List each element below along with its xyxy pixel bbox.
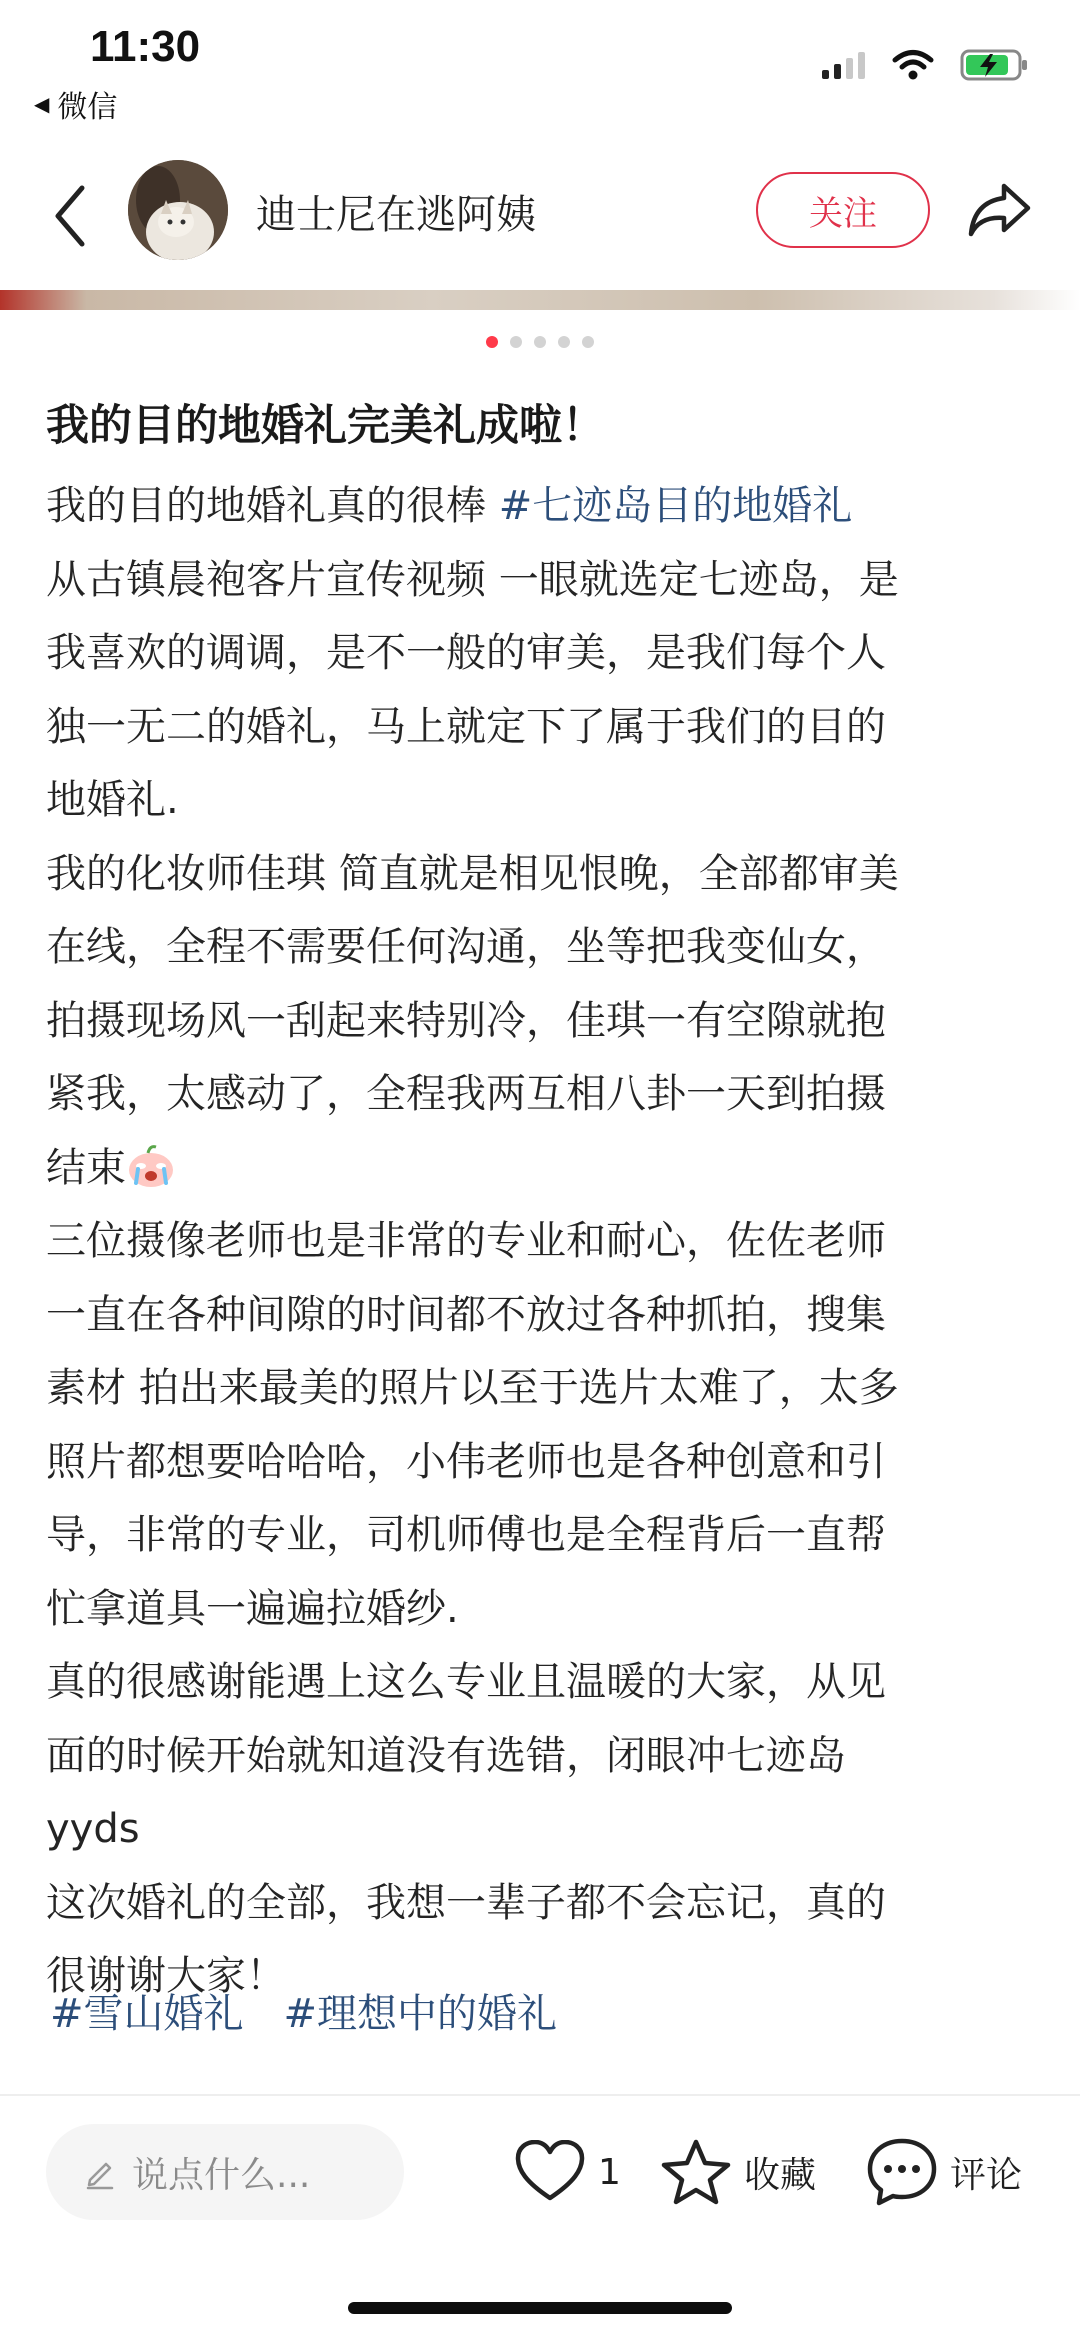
clock: 11:30: [90, 22, 201, 71]
post-line: 我的目的地婚礼真的很棒 #七迹岛目的地婚礼: [46, 483, 853, 529]
topic-tag-link[interactable]: #七迹岛目的地婚礼: [498, 483, 853, 529]
heart-icon: [514, 2140, 586, 2204]
post-line: 三位摄像老师也是非常的专业和耐心，佐佐老师: [46, 1218, 886, 1264]
post-line: 我的化妆师佳琪 简直就是相见恨晚，全部都审美: [46, 850, 899, 897]
carousel-dot: [534, 336, 546, 348]
battery-charging-icon: [960, 48, 1030, 82]
comment-placeholder: 说点什么...: [132, 2154, 311, 2196]
comment-input[interactable]: [46, 2124, 404, 2220]
bottom-divider: [0, 2094, 1080, 2096]
topic-tag-link[interactable]: #雪山婚礼: [50, 1991, 244, 2037]
wifi-icon: [892, 49, 934, 81]
post-line: 拍摄现场风一刮起来特别冷，佳琪一有空隙就抱: [46, 997, 886, 1044]
back-to-app-link[interactable]: [34, 82, 117, 126]
post-line: 紧我，太感动了，全程我两互相八卦一天到拍摄: [46, 1071, 886, 1117]
post-line: 在线，全程不需要任何沟通，坐等把我变仙女，: [46, 924, 886, 970]
signal-icon: [820, 50, 866, 80]
back-triangle-icon: ◀: [34, 92, 50, 116]
crying-emoji-icon: [126, 1143, 176, 1189]
image-carousel-edge[interactable]: [0, 290, 1080, 310]
post-line: 素材 拍出来最美的照片以至于选片太难了，太多: [46, 1365, 899, 1411]
like-button[interactable]: [514, 2132, 621, 2212]
post-line: 地婚礼.: [46, 777, 179, 823]
comment-button[interactable]: [866, 2132, 1022, 2212]
like-count: 1: [598, 2151, 621, 2193]
back-icon[interactable]: [48, 180, 92, 252]
username[interactable]: 迪士尼在逃阿姨: [256, 192, 536, 238]
carousel-indicator: [0, 336, 1080, 348]
post-line: 结束: [46, 1132, 1036, 1206]
pencil-icon: [82, 2154, 118, 2190]
post-line: 面的时候开始就知道没有选错，闭眼冲七迹岛: [46, 1732, 846, 1779]
topic-tag-link[interactable]: #理想中的婚礼: [283, 1991, 558, 2037]
post-line: 一直在各种间隙的时间都不放过各种抓拍，搜集: [46, 1291, 886, 1338]
post-line: 忙拿道具一遍遍拉婚纱.: [46, 1585, 459, 1632]
post-tags: [50, 1982, 557, 2039]
share-icon[interactable]: [966, 180, 1032, 240]
post-line: 真的很感谢能遇上这么专业且温暖的大家，从见: [46, 1659, 886, 1705]
post-line: yyds: [46, 1806, 140, 1852]
collect-label: 收藏: [744, 2154, 817, 2196]
carousel-dot: [510, 336, 522, 348]
post-line: 照片都想要哈哈哈，小伟老师也是各种创意和引: [46, 1438, 886, 1485]
post-line: 独一无二的婚礼，马上就定下了属于我们的目的: [46, 703, 886, 750]
back-app-label: 微信: [57, 90, 118, 125]
avatar[interactable]: [128, 160, 228, 260]
status-icons: [820, 48, 1030, 82]
post-line: 从古镇晨袍客片宣传视频 一眼就选定七迹岛，是: [46, 556, 899, 603]
follow-button[interactable]: 关注: [756, 172, 930, 248]
avatar-image: [128, 160, 228, 260]
collect-button[interactable]: [660, 2132, 816, 2212]
post-line: 很谢谢大家！: [46, 1953, 286, 1999]
post-line: 这次婚礼的全部，我想一辈子都不会忘记，真的: [46, 1879, 886, 1926]
carousel-dot-active: [486, 336, 498, 348]
status-bar: [0, 0, 1080, 150]
post-line: 我喜欢的调调，是不一般的审美，是我们每个人: [46, 630, 886, 676]
post-title: 我的目的地婚礼完美礼成啦！: [46, 401, 605, 451]
comment-label: 评论: [950, 2154, 1023, 2196]
post-line: 导，非常的专业，司机师傅也是全程背后一直帮: [46, 1512, 886, 1558]
carousel-dot: [582, 336, 594, 348]
star-icon: [660, 2138, 732, 2206]
carousel-dot: [558, 336, 570, 348]
post-header: [0, 150, 1080, 290]
comment-bubble-icon: [866, 2137, 938, 2207]
post-body: [46, 470, 1036, 2014]
home-indicator[interactable]: [348, 2302, 732, 2314]
